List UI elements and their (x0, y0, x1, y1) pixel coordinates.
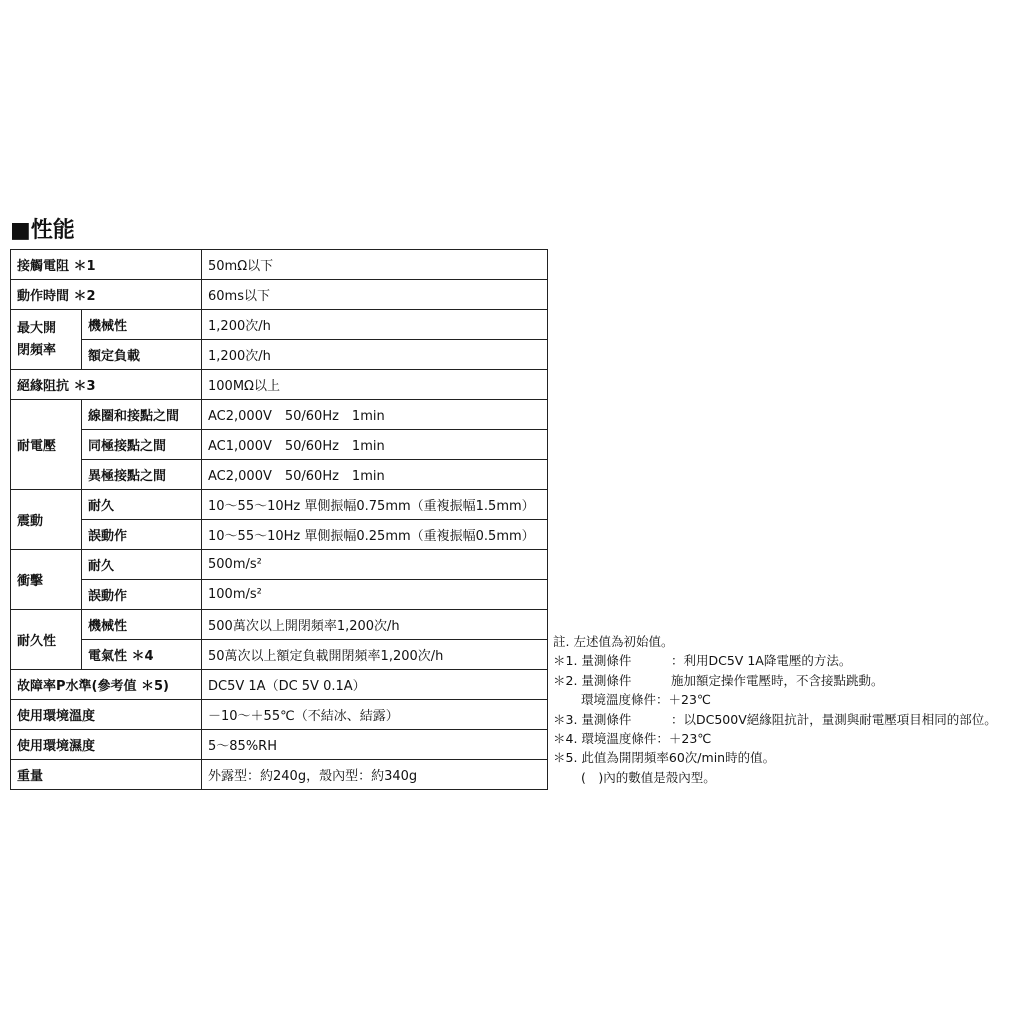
footnote-2 (553, 671, 1023, 690)
table-row (11, 490, 548, 520)
sub-label: 電氣性 ＊4 (82, 640, 202, 670)
row-value: 10～55～10Hz 單側振幅0.75mm（重複振幅1.5mm） (202, 490, 548, 520)
row-value: －10～＋55℃（不結冰、結露） (202, 700, 548, 730)
sub-label: 機械性 (82, 610, 202, 640)
row-value: DC5V 1A（DC 5V 0.1A） (202, 670, 548, 700)
footnotes (553, 632, 1023, 787)
row-label: 故障率P水準(參考值 ＊5) (11, 670, 202, 700)
table-row (11, 250, 548, 280)
row-value: 10～55～10Hz 單側振幅0.25mm（重複振幅0.5mm） (202, 520, 548, 550)
footnote-key: ＊2. 量測條件 (553, 672, 632, 688)
table-row (11, 460, 548, 490)
row-value: 500m/s² (202, 550, 548, 580)
row-value: 5～85%RH (202, 730, 548, 760)
row-label: 使用環境濕度 (11, 730, 202, 760)
group-label: 衝擊 (11, 550, 82, 610)
sub-label: 誤動作 (82, 580, 202, 610)
table-row (11, 580, 548, 610)
footnote-text: ：利用DC5V 1A降電壓的方法。 (671, 653, 852, 669)
footnote-4: ＊4. 環境溫度條件：＋23℃ (553, 731, 712, 747)
table-row (11, 340, 548, 370)
footnote-5-sub: ( )內的數值是殼內型。 (581, 769, 716, 785)
sub-label: 耐久 (82, 490, 202, 520)
table-row (11, 430, 548, 460)
group-label: 耐電壓 (11, 400, 82, 490)
footnote-2-env: 環境溫度條件：＋23℃ (581, 692, 711, 708)
group-label: 耐久性 (11, 610, 82, 670)
row-value: 50mΩ以下 (202, 250, 548, 280)
footnote-text: ：以DC500V絕緣阻抗計，量測與耐電壓項目相同的部位。 (671, 711, 997, 727)
row-label: 絕緣阻抗 ＊3 (11, 370, 202, 400)
table-row (11, 520, 548, 550)
footnote-3 (553, 710, 1023, 729)
row-value: AC2,000V 50/60Hz 1min (202, 400, 548, 430)
row-value: 500萬次以上開閉頻率1,200次/h (202, 610, 548, 640)
sub-label: 異極接點之間 (82, 460, 202, 490)
group-label: 最大開閉頻率 (11, 310, 82, 370)
footnote-5: ＊5. 此值為開閉頻率60次/min時的值。 (553, 750, 776, 766)
sub-label: 機械性 (82, 310, 202, 340)
footnote-key: ＊1. 量測條件 (553, 653, 632, 669)
sub-label: 同極接點之間 (82, 430, 202, 460)
row-value: 50萬次以上額定負載開閉頻率1,200次/h (202, 640, 548, 670)
row-label: 重量 (11, 760, 202, 790)
footnote-text: 施加額定操作電壓時，不含接點跳動。 (671, 672, 884, 688)
sub-label: 線圈和接點之間 (82, 400, 202, 430)
sub-label: 額定負載 (82, 340, 202, 370)
row-value: 60ms以下 (202, 280, 548, 310)
sub-label: 耐久 (82, 550, 202, 580)
table-row (11, 400, 548, 430)
table-row (11, 310, 548, 340)
performance-table (10, 249, 548, 790)
table-row (11, 370, 548, 400)
table-row (11, 700, 548, 730)
section-title: ■性能 (10, 218, 75, 243)
notes-header: 註. 左述值為初始值。 (553, 634, 674, 649)
row-value: AC1,000V 50/60Hz 1min (202, 430, 548, 460)
row-value: 100m/s² (202, 580, 548, 610)
row-label: 動作時間 ＊2 (11, 280, 202, 310)
table-row (11, 610, 548, 640)
table-row (11, 670, 548, 700)
row-value: 1,200次/h (202, 310, 548, 340)
footnote-key: ＊3. 量測條件 (553, 711, 632, 727)
table-row (11, 280, 548, 310)
footnote-1 (553, 651, 1023, 670)
row-value: 1,200次/h (202, 340, 548, 370)
row-value: 外露型：約240g，殼內型：約340g (202, 760, 548, 790)
group-label: 震動 (11, 490, 82, 550)
table-row (11, 730, 548, 760)
table-row (11, 760, 548, 790)
row-label: 使用環境溫度 (11, 700, 202, 730)
table-row (11, 640, 548, 670)
table-row (11, 550, 548, 580)
row-value: AC2,000V 50/60Hz 1min (202, 460, 548, 490)
row-value: 100MΩ以上 (202, 370, 548, 400)
row-label: 接觸電阻 ＊1 (11, 250, 202, 280)
sub-label: 誤動作 (82, 520, 202, 550)
